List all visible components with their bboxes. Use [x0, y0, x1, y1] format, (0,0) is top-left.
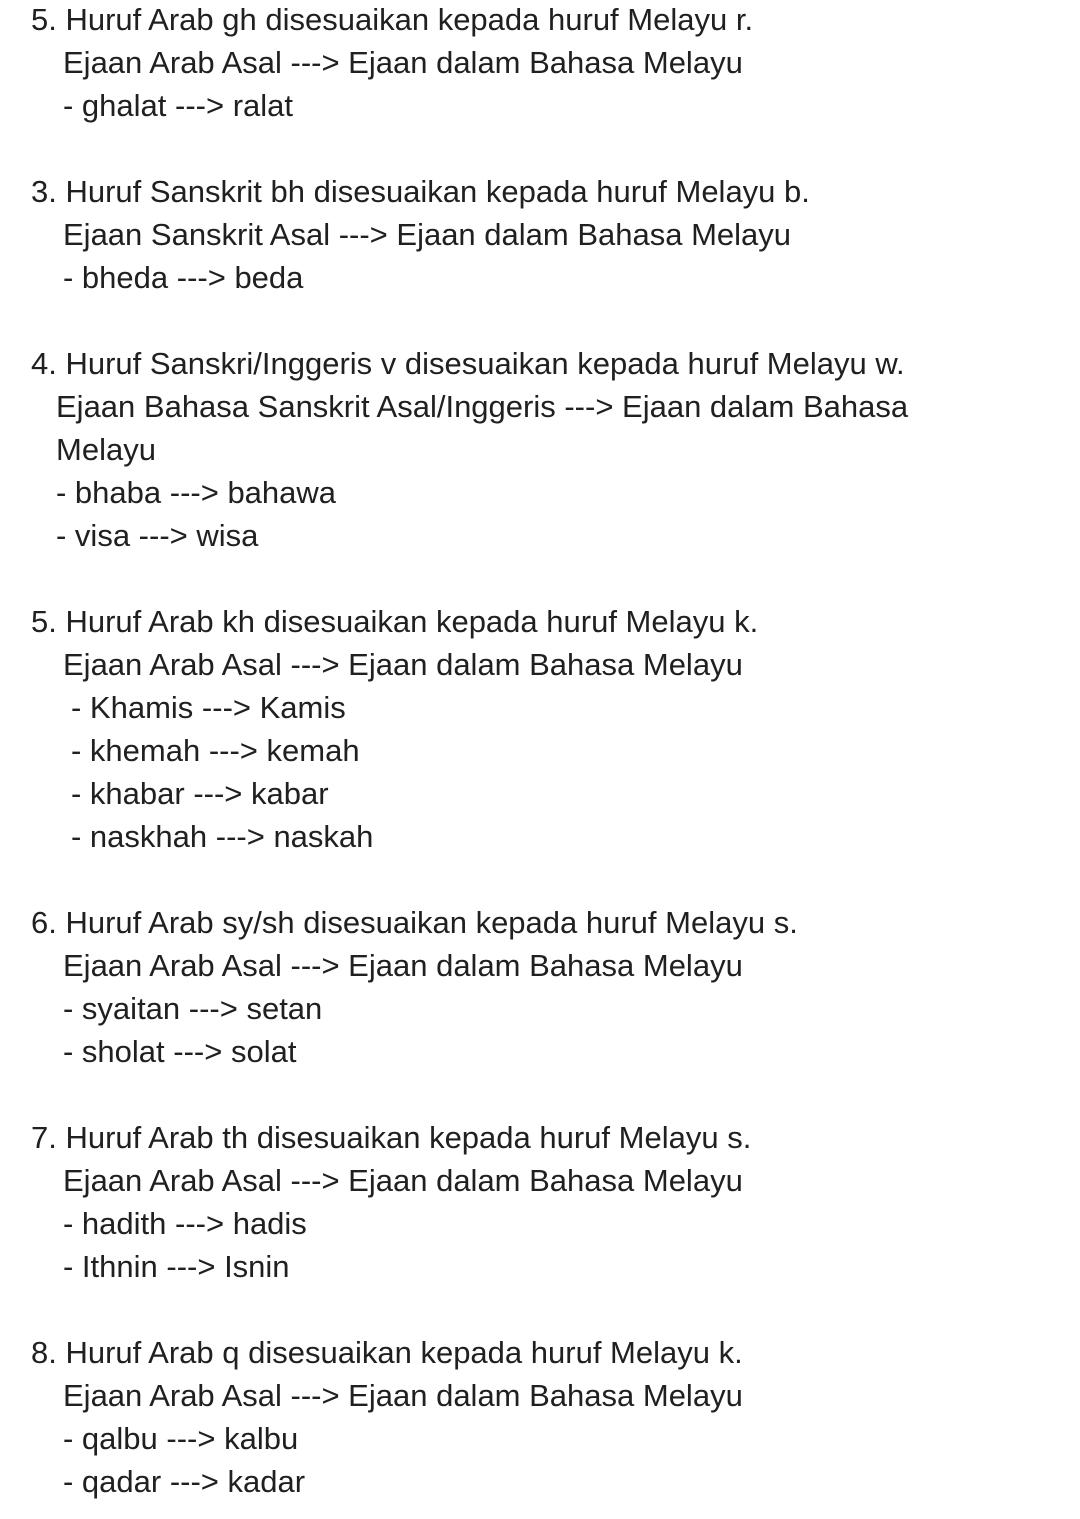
spelling-header-continued: Melayu	[56, 432, 156, 467]
example-item: - bheda ---> beda	[63, 260, 304, 295]
example-item: - bhaba ---> bahawa	[56, 475, 337, 510]
example-item: - Khamis ---> Kamis	[71, 690, 346, 725]
example-item: - hadith ---> hadis	[63, 1206, 307, 1241]
example-item: - ghalat ---> ralat	[63, 88, 294, 123]
section-heading: 6. Huruf Arab sy/sh disesuaikan kepada huruf Melayu s.	[31, 905, 798, 940]
example-item: - khemah ---> kemah	[71, 733, 360, 768]
spelling-header: Ejaan Sanskrit Asal ---> Ejaan dalam Bahasa Melayu	[63, 217, 792, 252]
section-heading: 7. Huruf Arab th disesuaikan kepada huruf Melayu s.	[31, 1120, 752, 1155]
example-item: - syaitan ---> setan	[63, 991, 323, 1026]
example-item: - visa ---> wisa	[56, 518, 259, 553]
example-item: - sholat ---> solat	[63, 1034, 297, 1069]
spelling-header: Ejaan Arab Asal ---> Ejaan dalam Bahasa Melayu	[63, 1378, 743, 1413]
section-heading: 8. Huruf Arab q disesuaikan kepada huruf Melayu k.	[31, 1335, 743, 1370]
example-item: - Ithnin ---> Isnin	[63, 1249, 290, 1284]
spelling-header: Ejaan Arab Asal ---> Ejaan dalam Bahasa Melayu	[63, 647, 743, 682]
example-item: - khabar ---> kabar	[71, 776, 329, 811]
example-item: - naskhah ---> naskah	[71, 819, 374, 854]
spelling-header: Ejaan Bahasa Sanskrit Asal/Inggeris ---> Ejaan dalam Bahasa	[56, 389, 909, 424]
spelling-header: Ejaan Arab Asal ---> Ejaan dalam Bahasa Melayu	[63, 948, 743, 983]
section-heading: 4. Huruf Sanskri/Inggeris v disesuaikan kepada huruf Melayu w.	[31, 346, 905, 381]
section-heading: 5. Huruf Arab kh disesuaikan kepada huruf Melayu k.	[31, 604, 759, 639]
section-heading: 3. Huruf Sanskrit bh disesuaikan kepada huruf Melayu b.	[31, 174, 810, 209]
spelling-header: Ejaan Arab Asal ---> Ejaan dalam Bahasa Melayu	[63, 45, 743, 80]
example-item: - qalbu ---> kalbu	[63, 1421, 299, 1456]
example-item: - qadar ---> kadar	[63, 1464, 306, 1499]
section-heading: 5. Huruf Arab gh disesuaikan kepada huruf Melayu r.	[31, 2, 754, 37]
spelling-header: Ejaan Arab Asal ---> Ejaan dalam Bahasa Melayu	[63, 1163, 743, 1198]
